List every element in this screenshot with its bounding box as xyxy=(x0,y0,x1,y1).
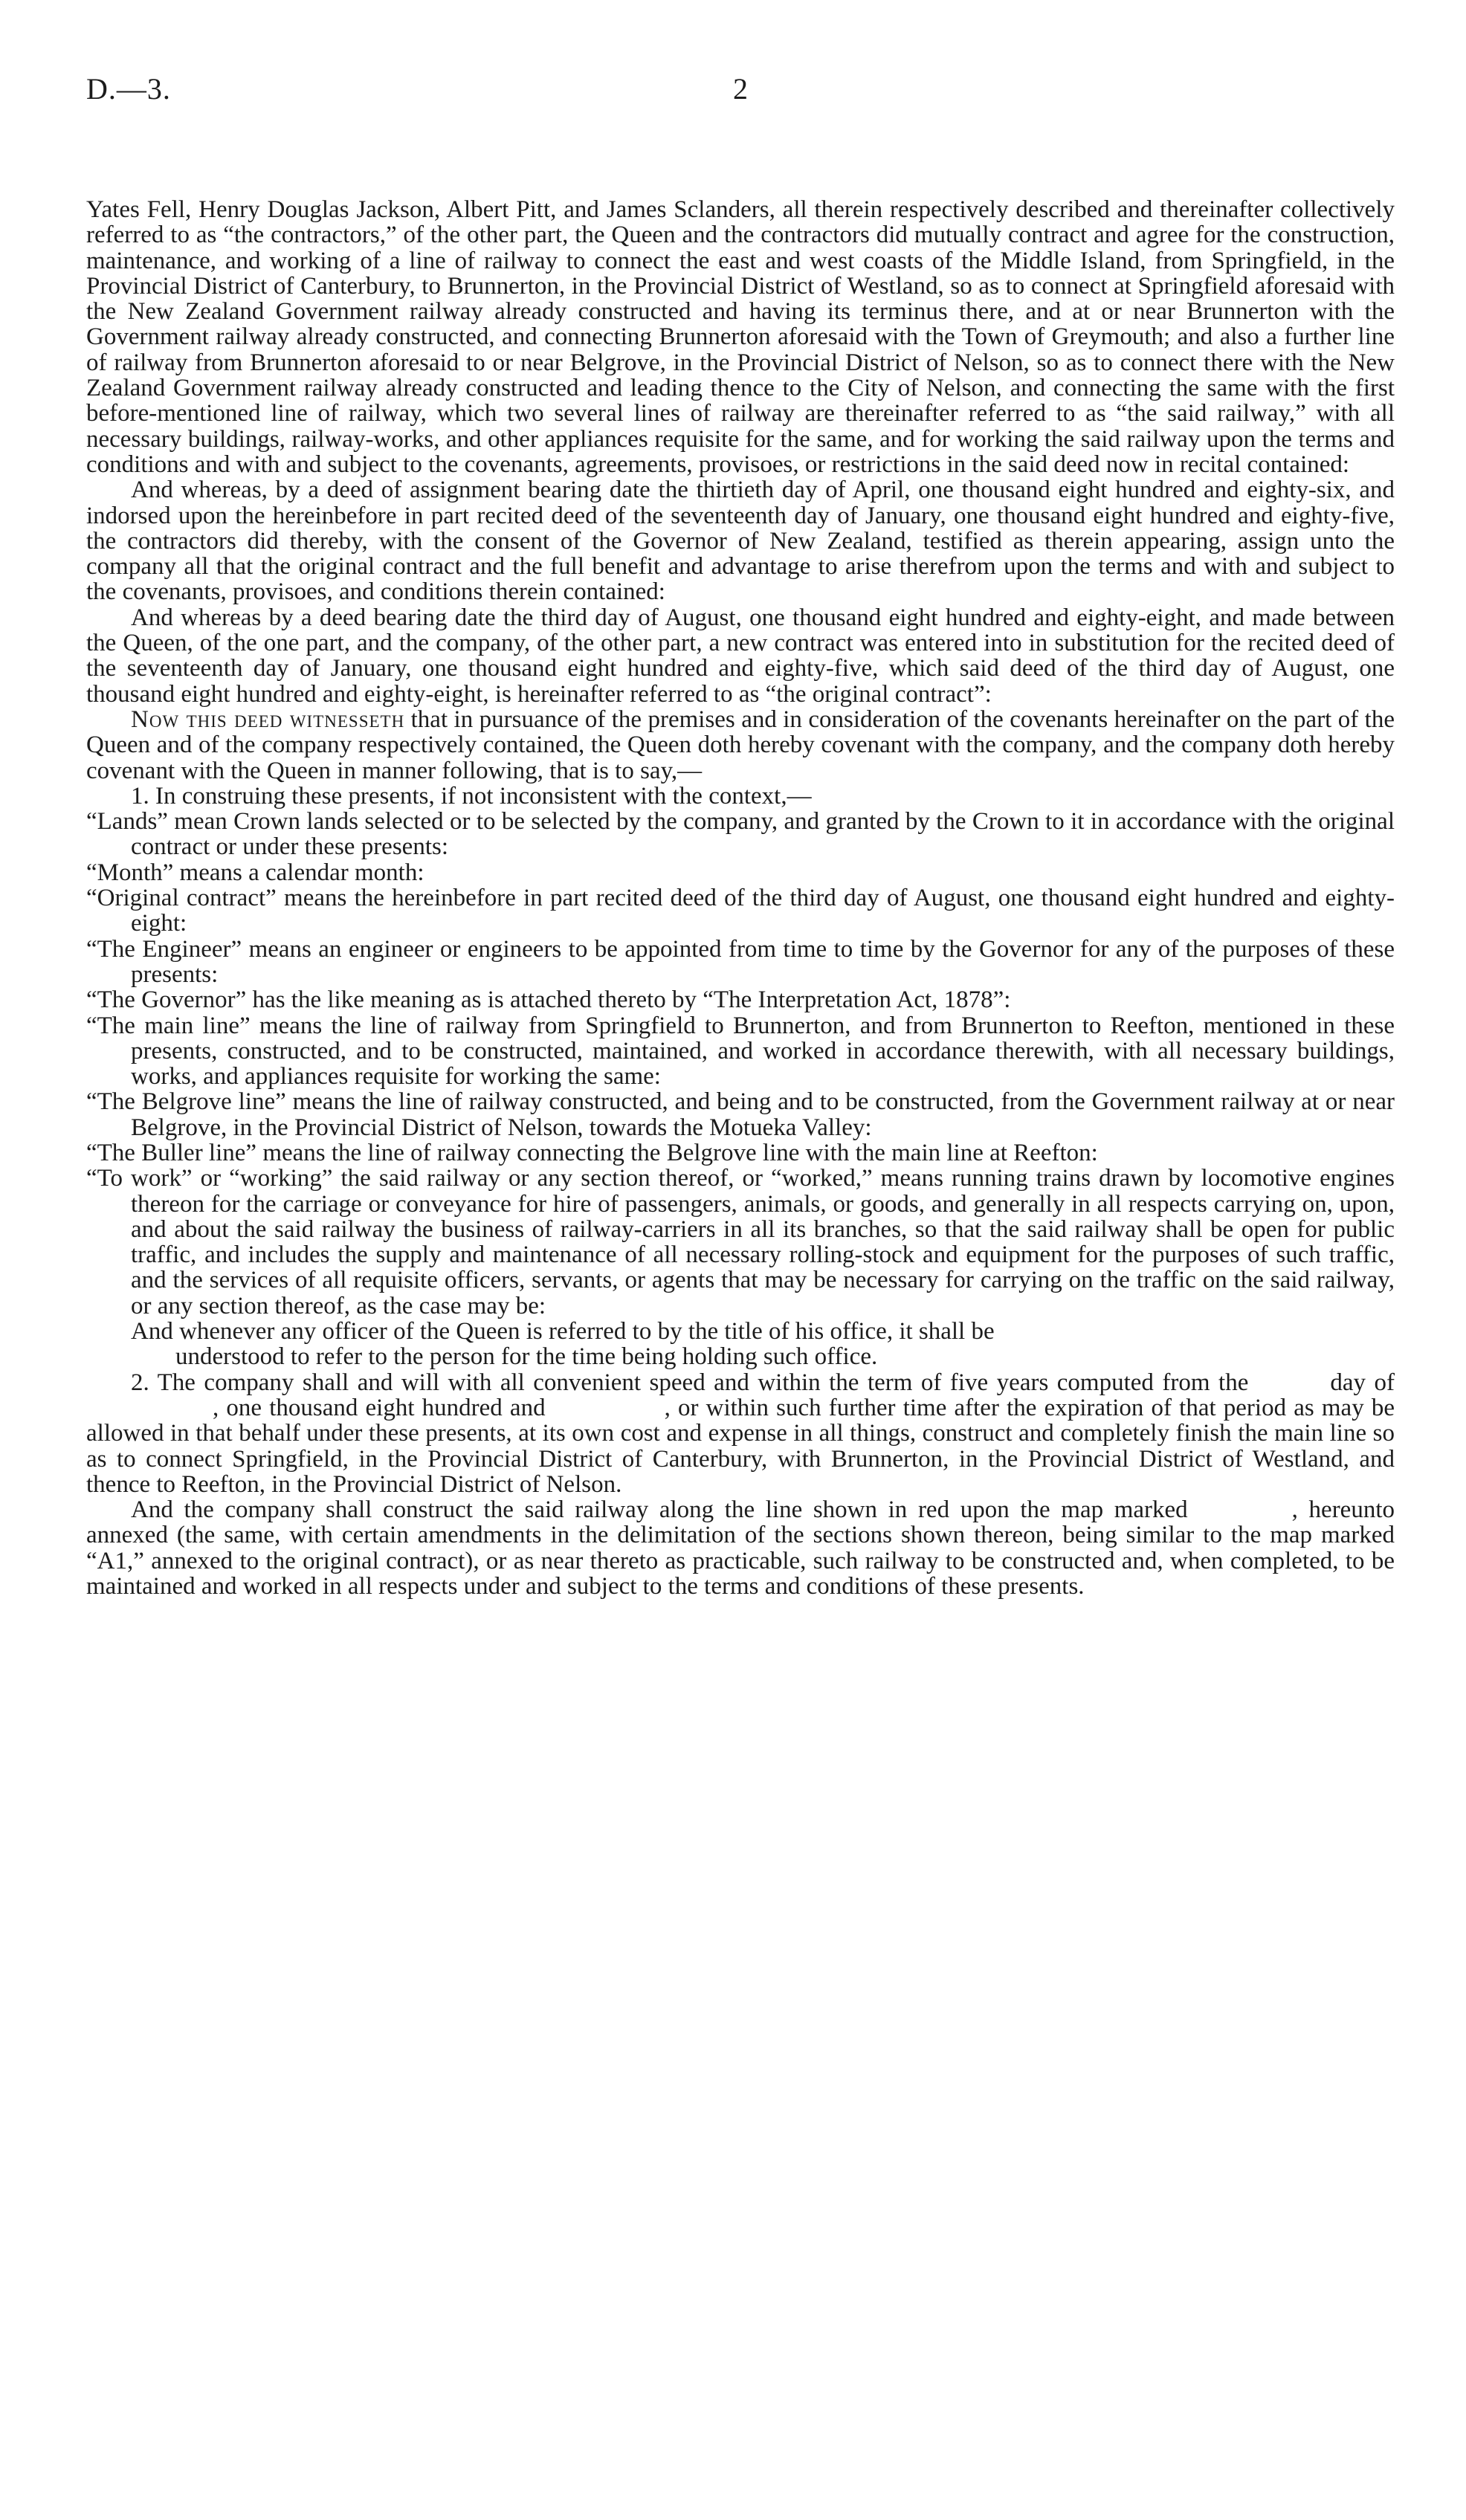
witnesseth-paragraph xyxy=(86,707,1395,784)
clause-1-heading: 1. In construing these presents, if not inconsistent with the context,— xyxy=(131,782,812,810)
officer-clause xyxy=(86,1319,1395,1370)
definition-buller-line: “The Buller line” means the line of railway connecting the Belgrove line with the main line at Reefton: xyxy=(86,1139,1098,1166)
clause-2-text-a: 2. The company shall and will with all convenient speed and within the term of five years computed from the xyxy=(131,1369,1249,1396)
document-page xyxy=(86,71,1395,1599)
page-header xyxy=(86,71,1395,119)
clause-2-text-d: , or within such further time after the expiration of that period as may be allowed in that behalf under these presents, at its own cost and expense in all things, construct and completely finish the main line so as to connect Springfield, in the Provincial District of Canterbury, with Brunnerton, in the Provincial District of Westland, and thence to Reefton, in the Provincial District of Nelson. xyxy=(86,1394,1395,1498)
recital-paragraph-new-contract: And whereas by a deed bearing date the third day of August, one thousand eight hundred and eighty-eight, and made between the Queen, of the one part, and the company, of the other part, a new contract was entered into in substitution for the recited deed of the seventeenth day of January, one thousand eight hundred and eighty-five, which said deed of the third day of August, one thousand eight hundred and eighty-eight, is hereinafter referred to as “the original contract”: xyxy=(86,604,1395,708)
definition-month: “Month” means a calendar month: xyxy=(86,859,424,886)
recital-paragraph-assignment: And whereas, by a deed of assignment bearing date the thirtieth day of April, one thousand eight hundred and eighty-six, and indorsed upon the hereinbefore in part recited deed of the seventeenth day of January, one thousand eight hundred and eighty-five, the contractors did thereby, with the consent of the Governor of New Zealand, testified as therein appearing, assign unto the company all that the original contract and the full benefit and advantage to arise therefrom upon the terms and with and subject to the covenants, provisoes, and conditions therein contained: xyxy=(86,476,1395,606)
recital-paragraph-continued: Yates Fell, Henry Douglas Jackson, Albert Pitt, and James Sclanders, all therein respectively described and thereinafter collectively referred to as “the contractors,” of the other part, the Queen and the contractors did mutually contract and agree for the construction, maintenance, and working of a line of railway to connect the east and west coasts of the Middle Island, from Springfield, in the Provincial District of Canterbury, to Brunnerton, in the Provincial District of Westland, so as to connect at Springfield aforesaid with the New Zealand Government railway already constructed and having its terminus there, and at or near Brunnerton with the Government railway already constructed, and connecting Brunnerton aforesaid with the Town of Greymouth; and also a further line of railway from Brunnerton aforesaid to or near Belgrove, in the Provincial District of Nelson, so as to connect there with the New Zealand Government railway already constructed and leading thence to the City of Nelson, and connecting the same with the first before-mentioned line of railway, which two several lines of railway are thereinafter referred to as “the said railway,” with all necessary buildings, railway-works, and other appliances requisite for the same, and for working the said railway upon the terms and conditions and with and subject to the covenants, agreements, provisoes, or restrictions in the said deed now in recital contained: xyxy=(86,196,1395,478)
definition-lands: “Lands” mean Crown lands selected or to be selected by the company, and granted by the Crown to it in accordance with the original contract or under these presents: xyxy=(86,808,1395,861)
clause-2-text-b: day of xyxy=(1330,1369,1395,1396)
officer-clause-line-1: And whenever any officer of the Queen is referred to by the title of his office, it shall be xyxy=(131,1318,995,1345)
clause-2-paragraph xyxy=(86,1370,1395,1497)
definition-engineer: “The Engineer” means an engineer or engineers to be appointed from time to time by the Governor for any of the purposes of these presents: xyxy=(86,935,1395,988)
map-paragraph xyxy=(86,1497,1395,1599)
witnesseth-text: that in pursuance of the premises and in consideration of the covenants hereinafter on the part of the Queen and of the company respectively contained, the Queen doth hereby covenant with the company, and the company doth hereby covenant with the Queen in manner following, that is to say,— xyxy=(86,705,1395,784)
definition-to-work: “To work” or “working” the said railway or any section thereof, or “worked,” means running trains drawn by locomotive engines thereon for the carriage or conveyance for hire of passengers, animals, or goods, and generally in all respects carrying on, upon, and about the said railway the business of railway-carriers in all its branches, so that the said railway shall be open for public traffic, and includes the supply and maintenance of all necessary rolling-stock and equipment for the purposes of such traffic, and the services of all requisite officers, servants, or agents that may be necessary for carrying on the traffic on the said railway, or any section thereof, as the case may be: xyxy=(86,1165,1395,1319)
definition-governor: “The Governor” has the like meaning as is attached thereto by “The Interpretation Act, 1878”: xyxy=(86,986,1011,1014)
officer-clause-line-2: understood to refer to the person for the time being holding such office. xyxy=(175,1343,878,1371)
page-number: 2 xyxy=(733,72,748,106)
clause-2-text-c: , one thousand eight hundred and xyxy=(213,1394,546,1421)
map-paragraph-text-a: And the company shall construct the said railway along the line shown in red upon the map marked xyxy=(131,1496,1188,1524)
definition-original-contract: “Original contract” means the hereinbefore in part recited deed of the third day of August, one thousand eight hundred and eighty-eight: xyxy=(86,885,1395,937)
witnesseth-lead: Now this deed witnesseth xyxy=(131,705,405,733)
definition-belgrove-line: “The Belgrove line” means the line of railway constructed, and being and to be constructed, from the Government railway at or near Belgrove, in the Provincial District of Nelson, towards the Motueka Valley: xyxy=(86,1088,1395,1141)
document-body xyxy=(86,197,1395,1599)
definition-main-line: “The main line” means the line of railway from Springfield to Brunnerton, and from Brunnerton to Reefton, mentioned in these presents, constructed, and to be constructed, maintained, and worked in accordance therewith, with all necessary buildings, works, and appliances requisite for working the same: xyxy=(86,1012,1395,1091)
document-reference: D.—3. xyxy=(86,72,171,106)
map-paragraph-text-b: , hereunto annexed (the same, with certain amendments in the delimitation of the sections shown thereon, being similar to the map marked “A1,” annexed to the original contract), or as near thereto as practicable, such railway to be constructed and, when completed, to be maintained and worked in all respects under and subject to the terms and conditions of these presents. xyxy=(86,1496,1395,1600)
